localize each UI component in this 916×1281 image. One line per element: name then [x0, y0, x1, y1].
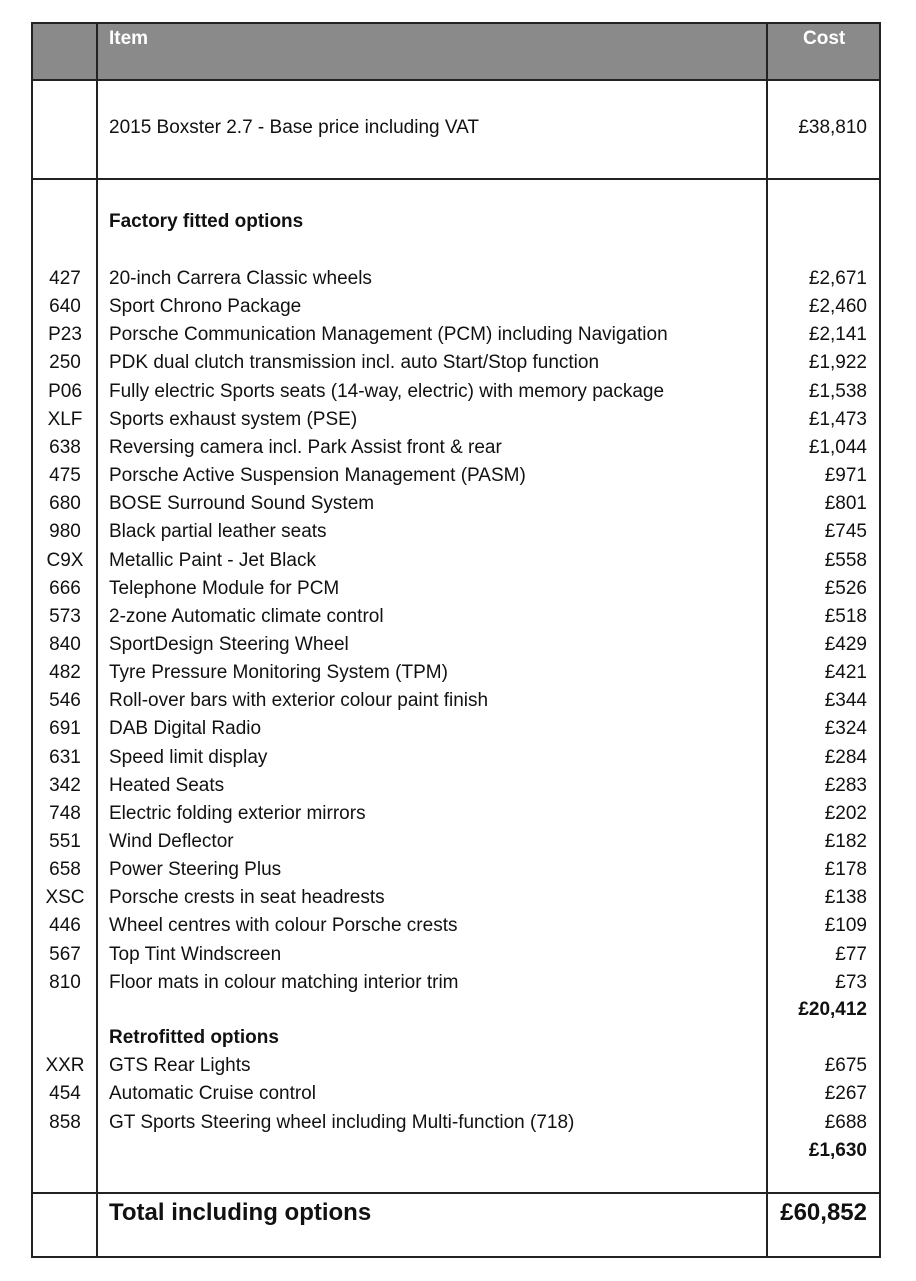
option-code: 980 [49, 521, 81, 543]
option-name: DAB Digital Radio [109, 718, 262, 740]
table-row [33, 378, 879, 406]
option-code: 680 [49, 493, 81, 515]
factory-heading: Factory fitted options [109, 211, 304, 232]
option-name: Fully electric Sports seats (14-way, electric) with memory package [109, 380, 665, 402]
table-row [33, 575, 879, 603]
option-cost: £1,922 [808, 352, 867, 374]
option-cost: £77 [835, 943, 867, 965]
option-name: Metallic Paint - Jet Black [109, 549, 316, 571]
option-name: Porsche crests in seat headrests [109, 887, 385, 909]
table-row [33, 490, 879, 518]
base-cost: £38,810 [798, 117, 867, 138]
table-row [33, 1052, 879, 1080]
option-code: 810 [49, 971, 81, 993]
table-row [33, 800, 879, 828]
option-code: XLF [47, 408, 83, 430]
option-name: Porsche Communication Management (PCM) including Navigation [109, 324, 668, 346]
table-row [33, 687, 879, 715]
table-row [33, 884, 879, 912]
table-row [33, 969, 879, 997]
cost-table [31, 22, 881, 1258]
option-code: 638 [49, 436, 81, 458]
option-code: P23 [48, 324, 82, 346]
option-cost: £284 [824, 746, 867, 768]
option-name: Wind Deflector [109, 831, 234, 852]
option-code: 640 [49, 296, 81, 318]
table-row [33, 631, 879, 659]
option-cost: £182 [824, 831, 867, 852]
option-cost: £688 [824, 1111, 867, 1133]
option-cost: £2,141 [808, 324, 867, 346]
option-cost: £518 [824, 605, 867, 627]
option-name: Floor mats in colour matching interior trim [109, 971, 459, 993]
retro-heading-row [33, 1024, 879, 1052]
header-cost-label: Cost [803, 28, 846, 49]
option-name: GT Sports Steering wheel including Multi-function (718) [109, 1111, 575, 1133]
option-name: Sport Chrono Package [109, 296, 302, 318]
option-code: 475 [49, 465, 81, 487]
table-row [33, 547, 879, 575]
base-divider [33, 178, 879, 180]
option-cost: £801 [824, 493, 867, 515]
table-row [33, 406, 879, 434]
option-code: 342 [49, 774, 81, 796]
option-code: 454 [49, 1083, 81, 1105]
option-cost: £109 [824, 915, 867, 937]
option-cost: £558 [824, 549, 867, 571]
table-row [33, 321, 879, 349]
option-cost: £1,044 [808, 436, 867, 458]
option-cost: £2,671 [808, 268, 867, 289]
option-name: Top Tint Windscreen [109, 943, 282, 965]
option-cost: £202 [824, 802, 867, 824]
option-name: Reversing camera incl. Park Assist front & rear [109, 436, 502, 458]
option-name: Speed limit display [109, 746, 268, 768]
table-row [33, 1109, 879, 1137]
total-divider [33, 1192, 879, 1194]
table-row [33, 744, 879, 772]
option-name: GTS Rear Lights [109, 1055, 251, 1076]
option-code: 567 [49, 943, 81, 965]
option-cost: £2,460 [808, 296, 867, 318]
base-row [33, 114, 879, 142]
option-name: Porsche Active Suspension Management (PASM) [109, 465, 526, 487]
option-name: PDK dual clutch transmission incl. auto Start/Stop function [109, 352, 600, 374]
option-name: Telephone Module for PCM [109, 577, 340, 599]
table-row [33, 1080, 879, 1108]
table-row [33, 462, 879, 490]
table-row [33, 941, 879, 969]
option-code: 482 [49, 662, 81, 684]
total-row [33, 1196, 879, 1230]
table-row [33, 715, 879, 743]
option-cost: £283 [824, 774, 867, 796]
header-item-label: Item [109, 28, 149, 49]
total-cost: £60,852 [780, 1199, 867, 1226]
base-item: 2015 Boxster 2.7 - Base price including VAT [109, 117, 479, 138]
table-row [33, 349, 879, 377]
option-code: 427 [49, 268, 81, 289]
option-name: 2-zone Automatic climate control [109, 605, 384, 627]
option-code: 631 [49, 746, 81, 768]
option-cost: £745 [824, 521, 867, 543]
option-name: Power Steering Plus [109, 859, 282, 881]
option-code: 666 [49, 577, 81, 599]
option-code: 446 [49, 915, 81, 937]
option-cost: £675 [824, 1055, 867, 1076]
option-name: Tyre Pressure Monitoring System (TPM) [109, 662, 448, 684]
total-label: Total including options [109, 1199, 372, 1226]
option-code: XXR [45, 1055, 85, 1076]
option-code: 858 [49, 1111, 81, 1133]
option-name: SportDesign Steering Wheel [109, 633, 349, 655]
option-name: Heated Seats [109, 774, 225, 796]
table-row [33, 772, 879, 800]
option-code: 551 [49, 831, 81, 852]
table-header [33, 24, 879, 80]
option-code: 250 [49, 352, 81, 374]
option-name: Sports exhaust system (PSE) [109, 408, 358, 430]
factory-subtotal: £20,412 [798, 999, 867, 1020]
option-cost: £138 [824, 887, 867, 909]
option-cost: £324 [824, 718, 867, 740]
option-name: BOSE Surround Sound System [109, 493, 375, 515]
option-cost: £421 [824, 662, 867, 684]
option-code: 748 [49, 802, 81, 824]
table-row [33, 434, 879, 462]
option-name: Wheel centres with colour Porsche crests [109, 915, 458, 937]
option-cost: £429 [824, 633, 867, 655]
retro-subtotal-row [33, 1137, 879, 1165]
option-code: 691 [49, 718, 81, 740]
option-cost: £267 [824, 1083, 867, 1105]
option-name: 20-inch Carrera Classic wheels [109, 268, 372, 289]
option-code: 840 [49, 633, 81, 655]
option-cost: £73 [835, 971, 867, 993]
option-name: Roll-over bars with exterior colour paint finish [109, 690, 489, 712]
table-row [33, 659, 879, 687]
option-code: 573 [49, 605, 81, 627]
retro-subtotal: £1,630 [808, 1140, 867, 1161]
option-cost: £1,538 [808, 380, 867, 402]
option-cost: £344 [824, 690, 867, 712]
option-cost: £971 [824, 465, 867, 487]
option-cost: £178 [824, 859, 867, 881]
table-row [33, 293, 879, 321]
table-row [33, 912, 879, 940]
table-row [33, 828, 879, 856]
option-code: P06 [48, 380, 82, 402]
option-cost: £1,473 [808, 408, 867, 430]
table-row [33, 518, 879, 546]
header-divider [33, 79, 879, 81]
retro-heading: Retrofitted options [109, 1027, 279, 1048]
option-cost: £526 [824, 577, 867, 599]
option-code: 658 [49, 859, 81, 881]
option-name: Automatic Cruise control [109, 1083, 316, 1105]
option-code: C9X [46, 549, 84, 571]
option-code: 546 [49, 690, 81, 712]
table-row [33, 856, 879, 884]
factory-subtotal-row [33, 996, 879, 1024]
factory-heading-row [33, 208, 879, 236]
table-row [33, 265, 879, 293]
option-name: Black partial leather seats [109, 521, 327, 543]
option-code: XSC [45, 887, 85, 909]
option-name: Electric folding exterior mirrors [109, 802, 366, 824]
table-row [33, 603, 879, 631]
